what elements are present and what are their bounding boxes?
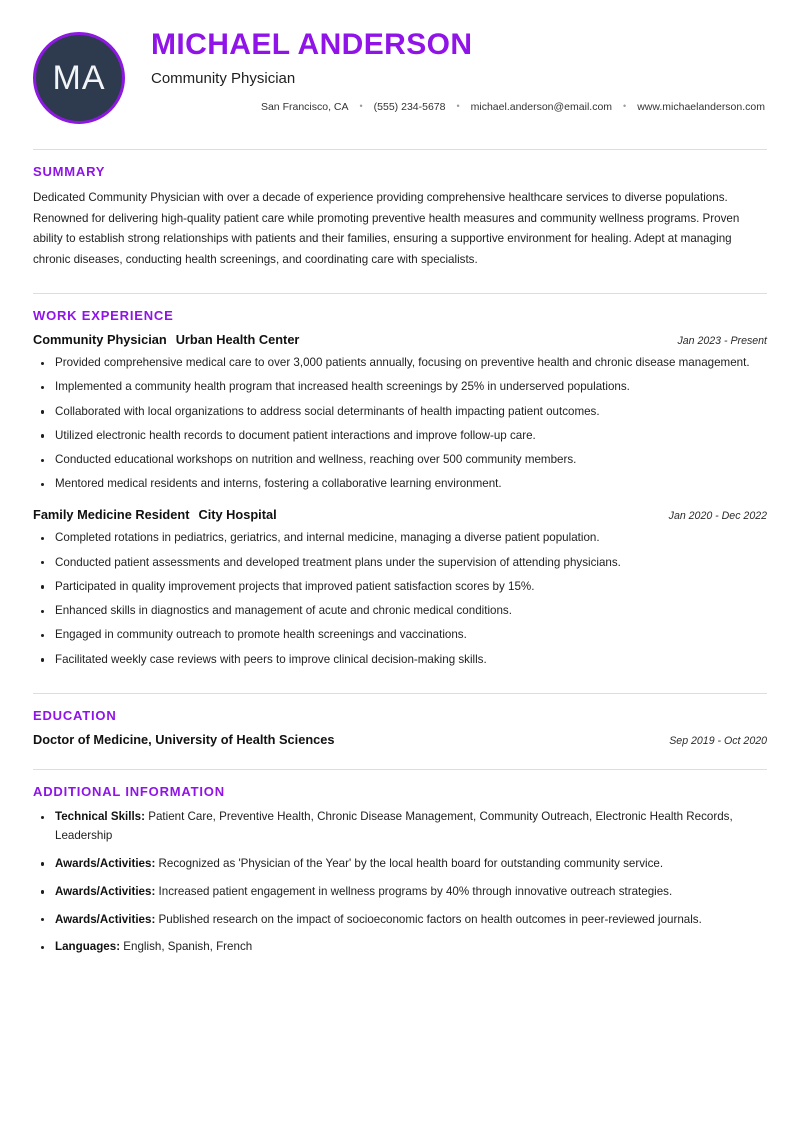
work-bullet-list <box>33 529 767 669</box>
list-item <box>33 855 767 874</box>
list-item <box>33 911 767 930</box>
work-entry-title-line <box>33 507 277 523</box>
list-item: Conducted patient assessments and developed treatment plans under the supervision of attending physicians. <box>33 554 767 573</box>
list-item: Utilized electronic health records to document patient interactions and improve follow-up care. <box>33 427 767 446</box>
section-work-experience <box>33 282 767 669</box>
contact-info <box>151 101 767 113</box>
section-title-additional-information: ADDITIONAL INFORMATION <box>33 784 225 800</box>
section-divider <box>33 149 767 150</box>
list-item: Completed rotations in pediatrics, geriatrics, and internal medicine, managing a diverse patient population. <box>33 529 767 548</box>
additional-info-list <box>33 808 767 957</box>
list-item <box>33 883 767 902</box>
info-label: Languages: <box>55 940 121 954</box>
list-item <box>33 808 767 846</box>
section-education <box>33 682 767 748</box>
contact-location: San Francisco, CA <box>260 100 349 113</box>
resume-header <box>33 0 767 138</box>
list-item: Collaborated with local organizations to address social determinants of health impacting patient outcomes. <box>33 403 767 422</box>
contact-phone[interactable]: (555) 234-5678 <box>373 100 446 113</box>
info-label: Awards/Activities: <box>55 884 156 898</box>
info-text: English, Spanish, French <box>123 940 253 954</box>
work-date-range: Jan 2023 - Present <box>677 335 767 348</box>
section-divider <box>33 693 767 694</box>
work-entry <box>33 332 767 494</box>
contact-email[interactable]: michael.anderson@email.com <box>470 100 613 113</box>
education-degree: Doctor of Medicine, University of Health Sciences <box>33 732 335 748</box>
section-summary <box>33 138 767 270</box>
avatar: MA <box>33 32 125 124</box>
info-text: Published research on the impact of socioeconomic factors on health outcomes in peer-reviewed journals. <box>158 912 702 926</box>
education-entry <box>33 732 767 748</box>
contact-separator-icon: • <box>623 101 627 111</box>
work-entry <box>33 507 767 669</box>
list-item: Facilitated weekly case reviews with peers to improve clinical decision-making skills. <box>33 651 767 670</box>
section-title-work-experience: WORK EXPERIENCE <box>33 308 174 324</box>
section-divider <box>33 769 767 770</box>
education-date-range: Sep 2019 - Oct 2020 <box>669 735 767 748</box>
info-label: Awards/Activities: <box>55 912 156 926</box>
page-title: MICHAEL ANDERSON <box>151 28 473 61</box>
work-entry-header <box>33 507 767 523</box>
contact-website[interactable]: www.michaelanderson.com <box>637 100 765 113</box>
info-text: Recognized as 'Physician of the Year' by the local health board for outstanding community service. <box>158 856 664 870</box>
work-company: City Hospital <box>198 507 277 523</box>
header-details <box>129 22 767 113</box>
work-job-title: Community Physician <box>33 332 167 348</box>
list-item: Enhanced skills in diagnostics and management of acute and chronic medical conditions. <box>33 602 767 621</box>
list-item: Provided comprehensive medical care to over 3,000 patients annually, focusing on preventive health and chronic disease management. <box>33 354 767 373</box>
avatar-container <box>33 22 129 124</box>
list-item <box>33 938 767 957</box>
info-label: Technical Skills: <box>55 810 145 824</box>
contact-separator-icon: • <box>359 101 363 111</box>
work-entry-header <box>33 332 767 348</box>
work-bullet-list <box>33 354 767 494</box>
contact-separator-icon: • <box>456 101 460 111</box>
education-entry-header <box>33 732 767 748</box>
list-item: Engaged in community outreach to promote health screenings and vaccinations. <box>33 626 767 645</box>
section-divider <box>33 293 767 294</box>
section-additional-information <box>33 758 767 957</box>
work-entry-title-line <box>33 332 299 348</box>
section-title-summary: SUMMARY <box>33 164 106 179</box>
work-job-title: Family Medicine Resident <box>33 507 190 523</box>
job-subtitle: Community Physician <box>151 69 296 87</box>
list-item: Mentored medical residents and interns, fostering a collaborative learning environment. <box>33 475 767 494</box>
section-title-education: EDUCATION <box>33 708 117 724</box>
info-label: Awards/Activities: <box>55 856 156 870</box>
summary-text: Dedicated Community Physician with over a decade of experience providing comprehensive healthcare services to diverse populations. Renowned for delivering high-quality patient care while promoting preventive health measures and community wellness programs. Proven ability to establish strong relationships with patients and their families, ensuring a supportive environment for healing. Adept at managing chronic diseases, conducting health screenings, and coordinating care with specialists. <box>33 191 740 266</box>
list-item: Participated in quality improvement projects that improved patient satisfaction scores by 15%. <box>33 578 767 597</box>
list-item: Implemented a community health program that increased health screenings by 25% in underserved populations. <box>33 378 767 397</box>
work-date-range: Jan 2020 - Dec 2022 <box>668 510 767 523</box>
work-company: Urban Health Center <box>175 332 300 348</box>
info-text: Patient Care, Preventive Health, Chronic Disease Management, Community Outreach, Electronic Health Records, Leadership <box>55 810 733 843</box>
list-item: Conducted educational workshops on nutrition and wellness, reaching over 500 community members. <box>33 451 767 470</box>
info-text: Increased patient engagement in wellness programs by 40% through innovative outreach strategies. <box>158 884 673 898</box>
